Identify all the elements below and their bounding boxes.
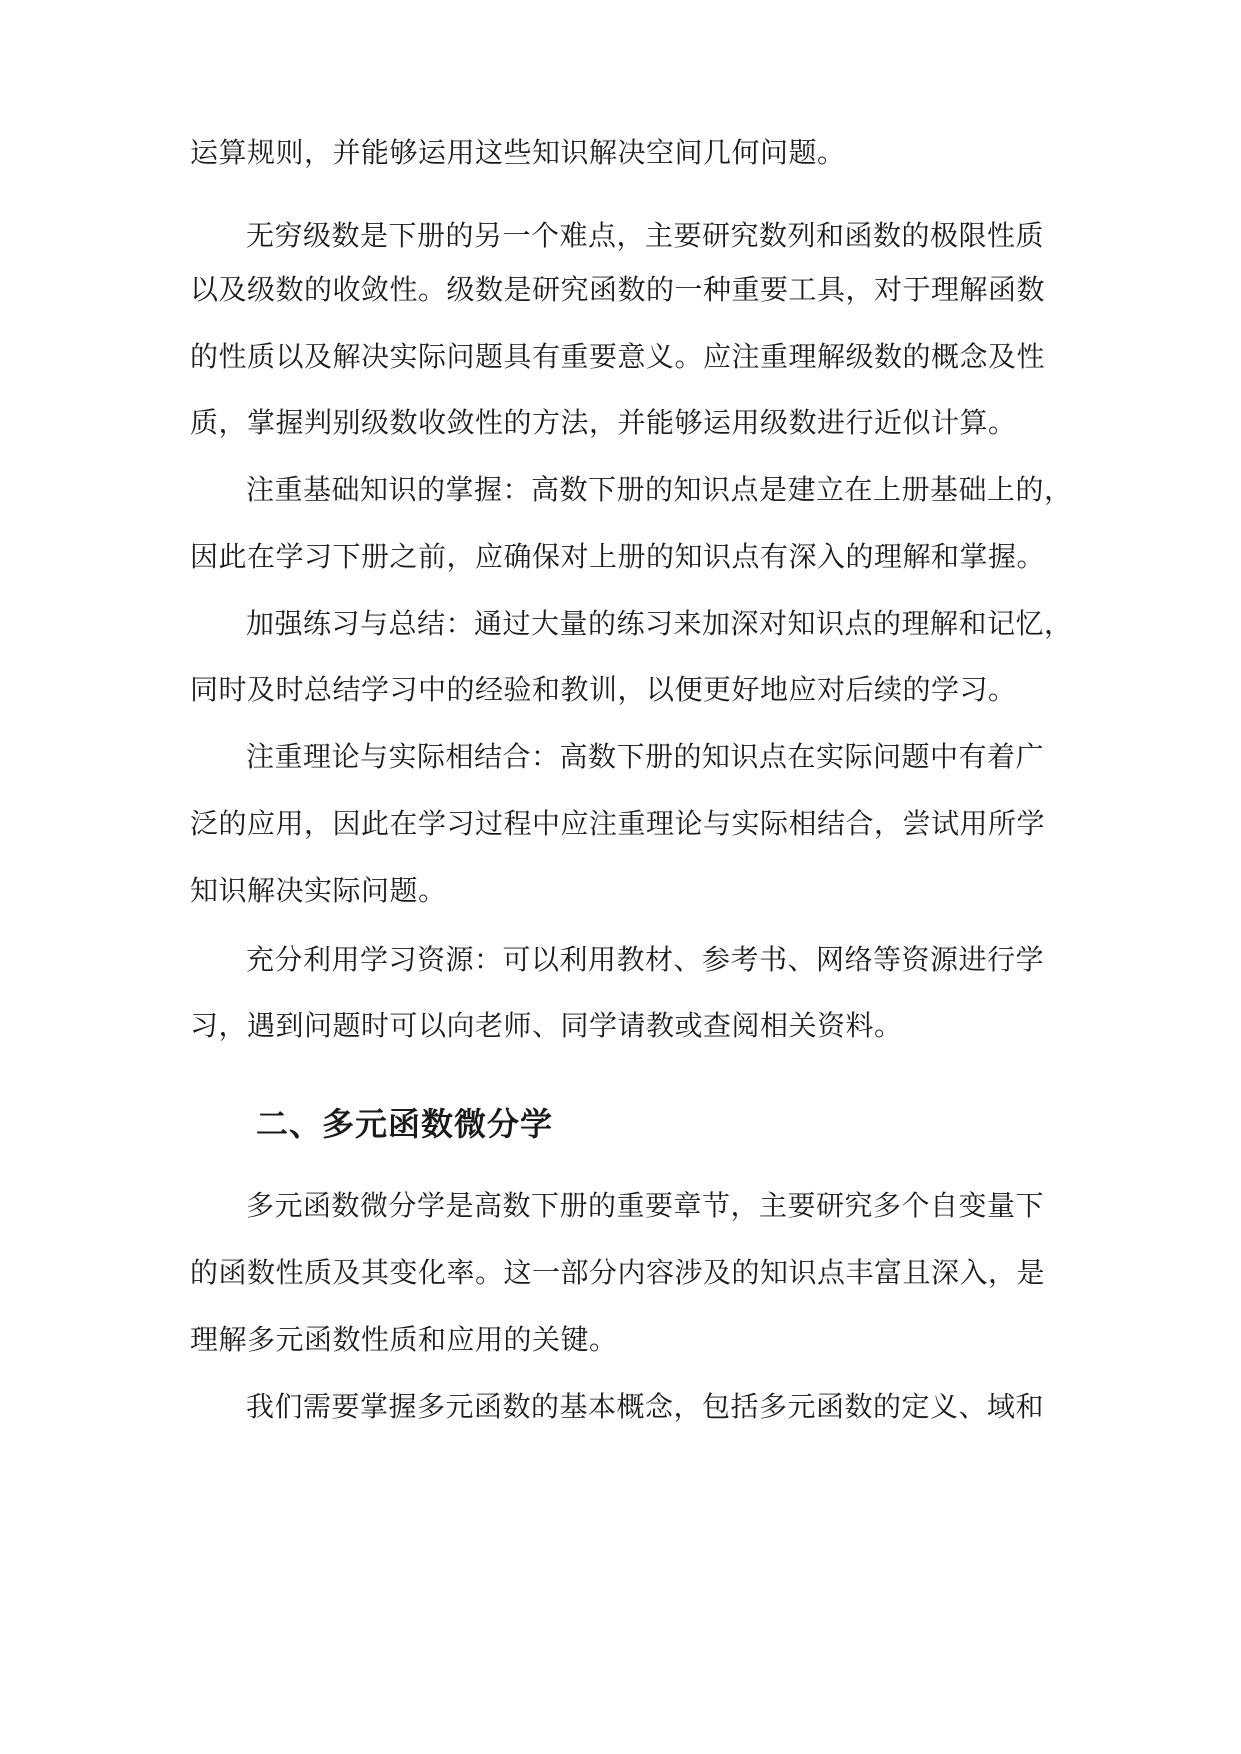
paragraph-line: 以及级数的收敛性。级数是研究函数的一种重要工具，对于理解函数: [190, 273, 1046, 306]
paragraph-line: 注重基础知识的掌握：高数下册的知识点是建立在上册基础上的，: [246, 473, 1073, 506]
paragraph-line: 我们需要掌握多元函数的基本概念，包括多元函数的定义、域和: [246, 1390, 1045, 1423]
paragraph-line: 运算规则，并能够运用这些知识解决空间几何问题。: [190, 136, 846, 169]
paragraph-line: 因此在学习下册之前，应确保对上册的知识点有深入的理解和掌握。: [190, 540, 1046, 573]
paragraph-line: 习，遇到问题时可以向老师、同学请教或查阅相关资料。: [190, 1009, 903, 1042]
paragraph-line: 的函数性质及其变化率。这一部分内容涉及的知识点丰富且深入，是: [190, 1256, 1046, 1289]
paragraph-line: 同时及时总结学习中的经验和教训，以便更好地应对后续的学习。: [190, 673, 1017, 706]
paragraph-line: 充分利用学习资源：可以利用教材、参考书、网络等资源进行学: [246, 943, 1045, 976]
paragraph-line: 质，掌握判别级数收敛性的方法，并能够运用级数进行近似计算。: [190, 406, 1017, 439]
paragraph-line: 多元函数微分学是高数下册的重要章节，主要研究多个自变量下: [246, 1189, 1045, 1222]
section-heading: 二、多元函数微分学: [256, 1105, 554, 1143]
paragraph-line: 的性质以及解决实际问题具有重要意义。应注重理解级数的概念及性: [190, 340, 1046, 373]
paragraph-line: 注重理论与实际相结合：高数下册的知识点在实际问题中有着广: [246, 740, 1045, 773]
paragraph-line: 无穷级数是下册的另一个难点，主要研究数列和函数的极限性质: [246, 219, 1045, 252]
paragraph-line: 理解多元函数性质和应用的关键。: [190, 1323, 618, 1356]
paragraph-line: 加强练习与总结：通过大量的练习来加深对知识点的理解和记忆，: [246, 607, 1073, 640]
paragraph-line: 泛的应用，因此在学习过程中应注重理论与实际相结合，尝试用所学: [190, 807, 1046, 840]
paragraph-line: 知识解决实际问题。: [190, 874, 447, 907]
